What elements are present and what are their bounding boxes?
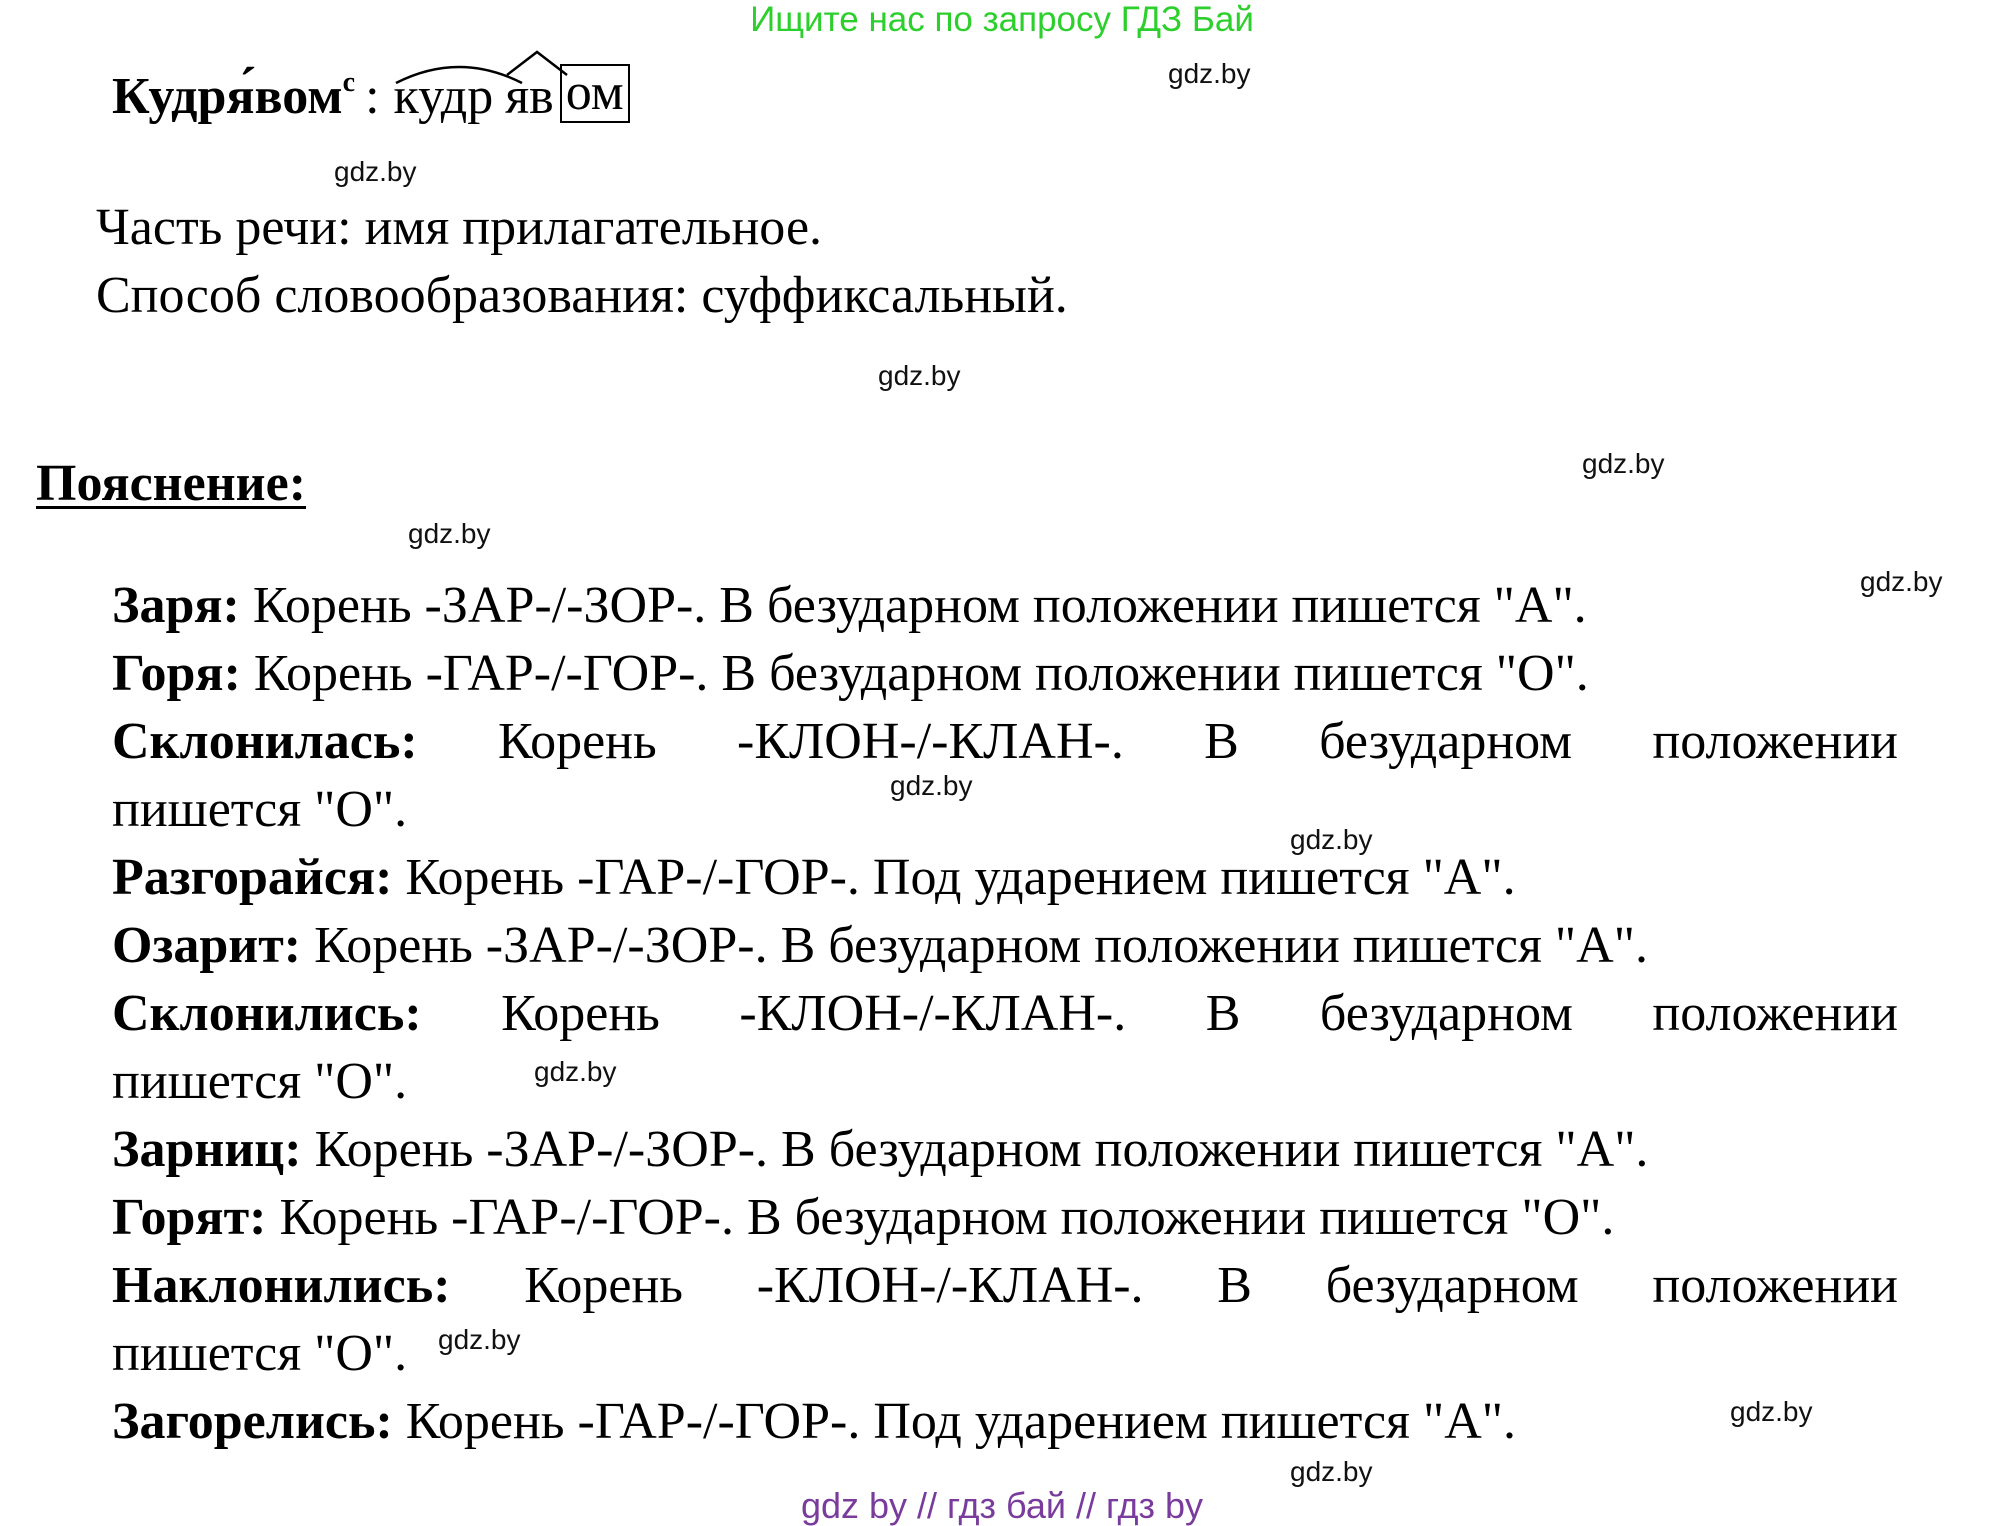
explanation-item (112, 980, 1898, 1048)
explanation-word: Разгорайся: (112, 849, 393, 906)
bottom-banner: gdz by // гдз бай // гдз by (800, 1485, 1204, 1526)
explanation-word: Загорелись: (112, 1393, 393, 1450)
formation-method: Способ словообразования: суффиксальный. (96, 267, 1068, 324)
explanation-text: Корень -ГАР-/-ГОР-. В безударном положении пишется "О". (266, 1189, 1615, 1246)
explanation-word: Озарит: (112, 917, 302, 974)
explanation-text: Корень -ЗАР-/-ЗОР-. В безударном положении пишется "А". (301, 917, 1648, 974)
root-text: кудр (393, 67, 494, 125)
watermark: gdz.by (1290, 824, 1373, 855)
suffix-roof-mark (505, 49, 569, 77)
explanation-text: Корень -КЛОН-/-КЛАН-. В безударном положении (450, 1257, 1898, 1314)
explanation-continuation: пишется "О". (112, 1325, 408, 1382)
ending-morpheme: ом (560, 64, 630, 123)
watermark: gdz.by (1860, 566, 1943, 597)
explanation-word: Склонились: (112, 985, 422, 1042)
explanation-item (112, 1184, 1898, 1252)
explanation-heading: Пояснение: (36, 455, 307, 512)
watermark: gdz.by (1730, 1396, 1813, 1427)
root-arc-mark (394, 57, 524, 87)
explanation-word: Наклонились: (112, 1257, 451, 1314)
explanation-text: Корень -ГАР-/-ГОР-. Под ударением пишется "А". (392, 849, 1516, 906)
explanation-word: Горят: (112, 1189, 267, 1246)
explanation-text: Корень -ЗАР-/-ЗОР-. В безударном положении пишется "А". (301, 1121, 1649, 1178)
root-morpheme (393, 67, 494, 125)
explanation-word: Заря: (112, 577, 240, 634)
watermark: gdz.by (534, 1056, 617, 1087)
explanation-item (112, 1388, 1898, 1456)
watermark: gdz.by (1290, 1456, 1373, 1487)
explanation-word: Зарниц: (112, 1121, 302, 1178)
explanation-continuation: пишется "О". (112, 1053, 408, 1110)
explanation-item (112, 708, 1898, 776)
watermark: gdz.by (334, 156, 417, 187)
explanation-text: Корень -ГАР-/-ГОР-. В безударном положении пишется "О". (240, 645, 1589, 702)
watermark: gdz.by (1582, 448, 1665, 479)
explanation-text: Корень -ЗАР-/-ЗОР-. В безударном положении пишется "А". (239, 577, 1587, 634)
explanation-item (112, 640, 1898, 708)
analyzed-word: Кудря́вом (112, 67, 343, 125)
word-analysis (112, 64, 630, 123)
colon: : (365, 67, 380, 125)
explanation-text: Корень -КЛОН-/-КЛАН-. В безударном положении (421, 985, 1898, 1042)
explanation-text: Корень -КЛОН-/-КЛАН-. В безударном положении (417, 713, 1898, 770)
explanation-item (112, 572, 1898, 640)
explanation-item (112, 844, 1898, 912)
suffix-morpheme (505, 67, 554, 125)
explanation-item (112, 1116, 1898, 1184)
watermark: gdz.by (438, 1324, 521, 1355)
explanation-word: Склонилась: (112, 713, 418, 770)
explanation-text: Корень -ГАР-/-ГОР-. Под ударением пишется "А". (392, 1393, 1516, 1450)
word-superscript: с (342, 66, 356, 98)
suffix-text: яв (505, 67, 554, 125)
watermark: gdz.by (1168, 58, 1251, 89)
watermark: gdz.by (408, 518, 491, 549)
explanation-item (112, 912, 1898, 980)
watermark: gdz.by (878, 360, 961, 391)
explanation-continuation: пишется "О". (112, 781, 408, 838)
explanation-item (112, 1252, 1898, 1320)
explanation-word: Горя: (112, 645, 241, 702)
part-of-speech: Часть речи: имя прилагательное. (96, 199, 823, 256)
top-banner: Ищите нас по запросу ГДЗ Бай (750, 0, 1254, 39)
watermark: gdz.by (890, 770, 973, 801)
